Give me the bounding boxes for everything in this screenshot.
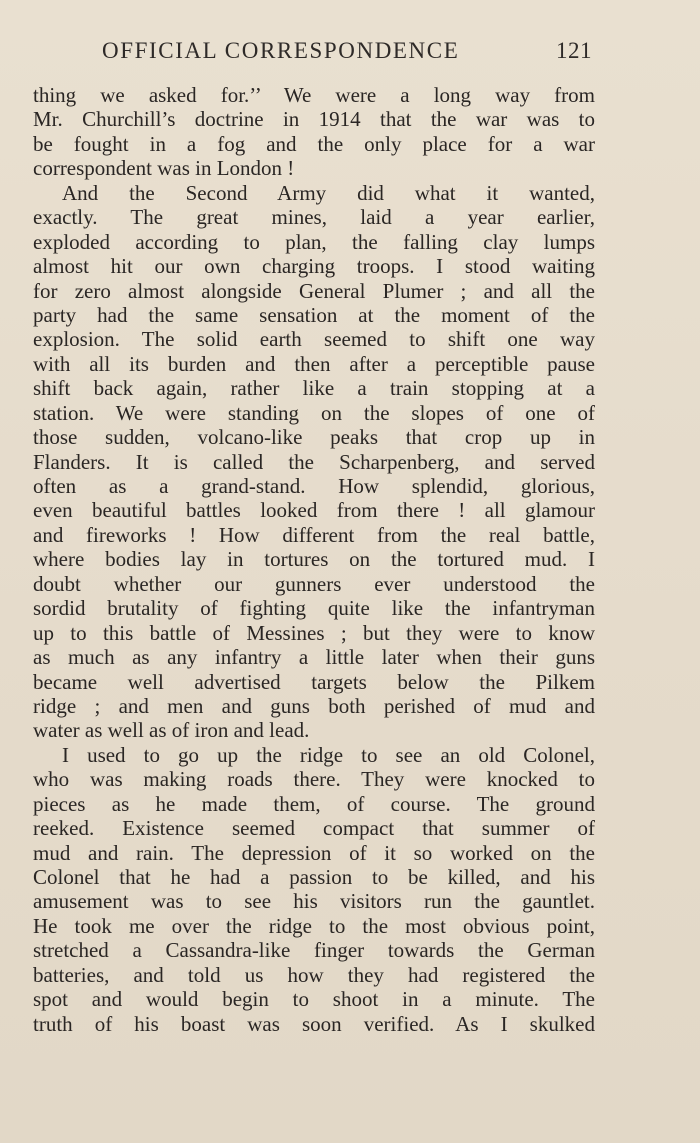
text-line: almost hit our own charging troops. I stood waiting	[33, 254, 595, 279]
paragraph	[33, 83, 595, 181]
text-line: correspondent was in London !	[33, 156, 295, 181]
running-head: OFFICIAL CORRESPONDENCE	[102, 38, 460, 63]
page-number: 121	[556, 38, 592, 63]
text-line: station. We were standing on the slopes of one of	[33, 400, 595, 425]
text-line: I used to go up the ridge to see an old Colonel,	[62, 742, 595, 767]
text-line: pieces as he made them, of course. The ground	[33, 791, 595, 816]
text-line: up to this battle of Messines ; but they were to know	[33, 620, 595, 645]
text-line: thing we asked for.’’ We were a long way from	[33, 83, 595, 107]
text-line: exactly. The great mines, laid a year earlier,	[33, 205, 595, 230]
text-line: exploded according to plan, the falling clay lumps	[33, 229, 595, 254]
text-line: water as well as of iron and lead.	[33, 718, 310, 743]
paragraph	[33, 181, 595, 743]
text-line: shift back again, rather like a train stopping at a	[33, 376, 595, 401]
text-line: with all its burden and then after a perceptible pause	[33, 351, 595, 376]
text-line: explosion. The solid earth seemed to shift one way	[33, 327, 595, 352]
text-line: Mr. Churchill’s doctrine in 1914 that the war was to	[33, 107, 595, 132]
page-header	[102, 38, 592, 70]
body-text	[33, 83, 595, 1036]
text-line: for zero almost alongside General Plumer ; and all the	[33, 278, 595, 303]
text-line: Colonel that he had a passion to be killed, and his	[33, 865, 595, 889]
text-line: as much as any infantry a little later when their guns	[33, 645, 595, 670]
text-line: amusement was to see his visitors run the gauntlet.	[33, 889, 595, 914]
text-line: be fought in a fog and the only place for a war	[33, 131, 595, 156]
text-line: who was making roads there. They were knocked to	[33, 767, 595, 792]
text-line: ridge ; and men and guns both perished of mud and	[33, 693, 595, 718]
text-line: became well advertised targets below the Pilkem	[33, 669, 595, 694]
text-line: those sudden, volcano-like peaks that crop up in	[33, 425, 595, 450]
text-line: Flanders. It is called the Scharpenberg, and served	[33, 449, 595, 474]
text-line: spot and would begin to shoot in a minute. The	[33, 987, 595, 1012]
text-line: where bodies lay in tortures on the tortured mud. I	[33, 547, 595, 572]
text-line: reeked. Existence seemed compact that summer of	[33, 816, 595, 841]
text-line: doubt whether our gunners ever understood the	[33, 571, 595, 596]
paragraph	[33, 743, 595, 1036]
text-line: even beautiful battles looked from there ! all glamour	[33, 498, 595, 523]
text-line: And the Second Army did what it wanted,	[62, 180, 595, 205]
text-line: sordid brutality of fighting quite like the infantryman	[33, 596, 595, 621]
text-line: stretched a Cassandra-like finger towards the German	[33, 938, 595, 963]
text-line: mud and rain. The depression of it so worked on the	[33, 840, 595, 865]
text-line: and fireworks ! How different from the real battle,	[33, 522, 595, 547]
text-line: often as a grand-stand. How splendid, glorious,	[33, 474, 595, 498]
text-line: batteries, and told us how they had registered the	[33, 962, 595, 987]
text-line: party had the same sensation at the moment of the	[33, 302, 595, 327]
text-line: He took me over the ridge to the most obvious point,	[33, 913, 595, 938]
text-line: truth of his boast was soon verified. As I skulked	[33, 1011, 595, 1036]
